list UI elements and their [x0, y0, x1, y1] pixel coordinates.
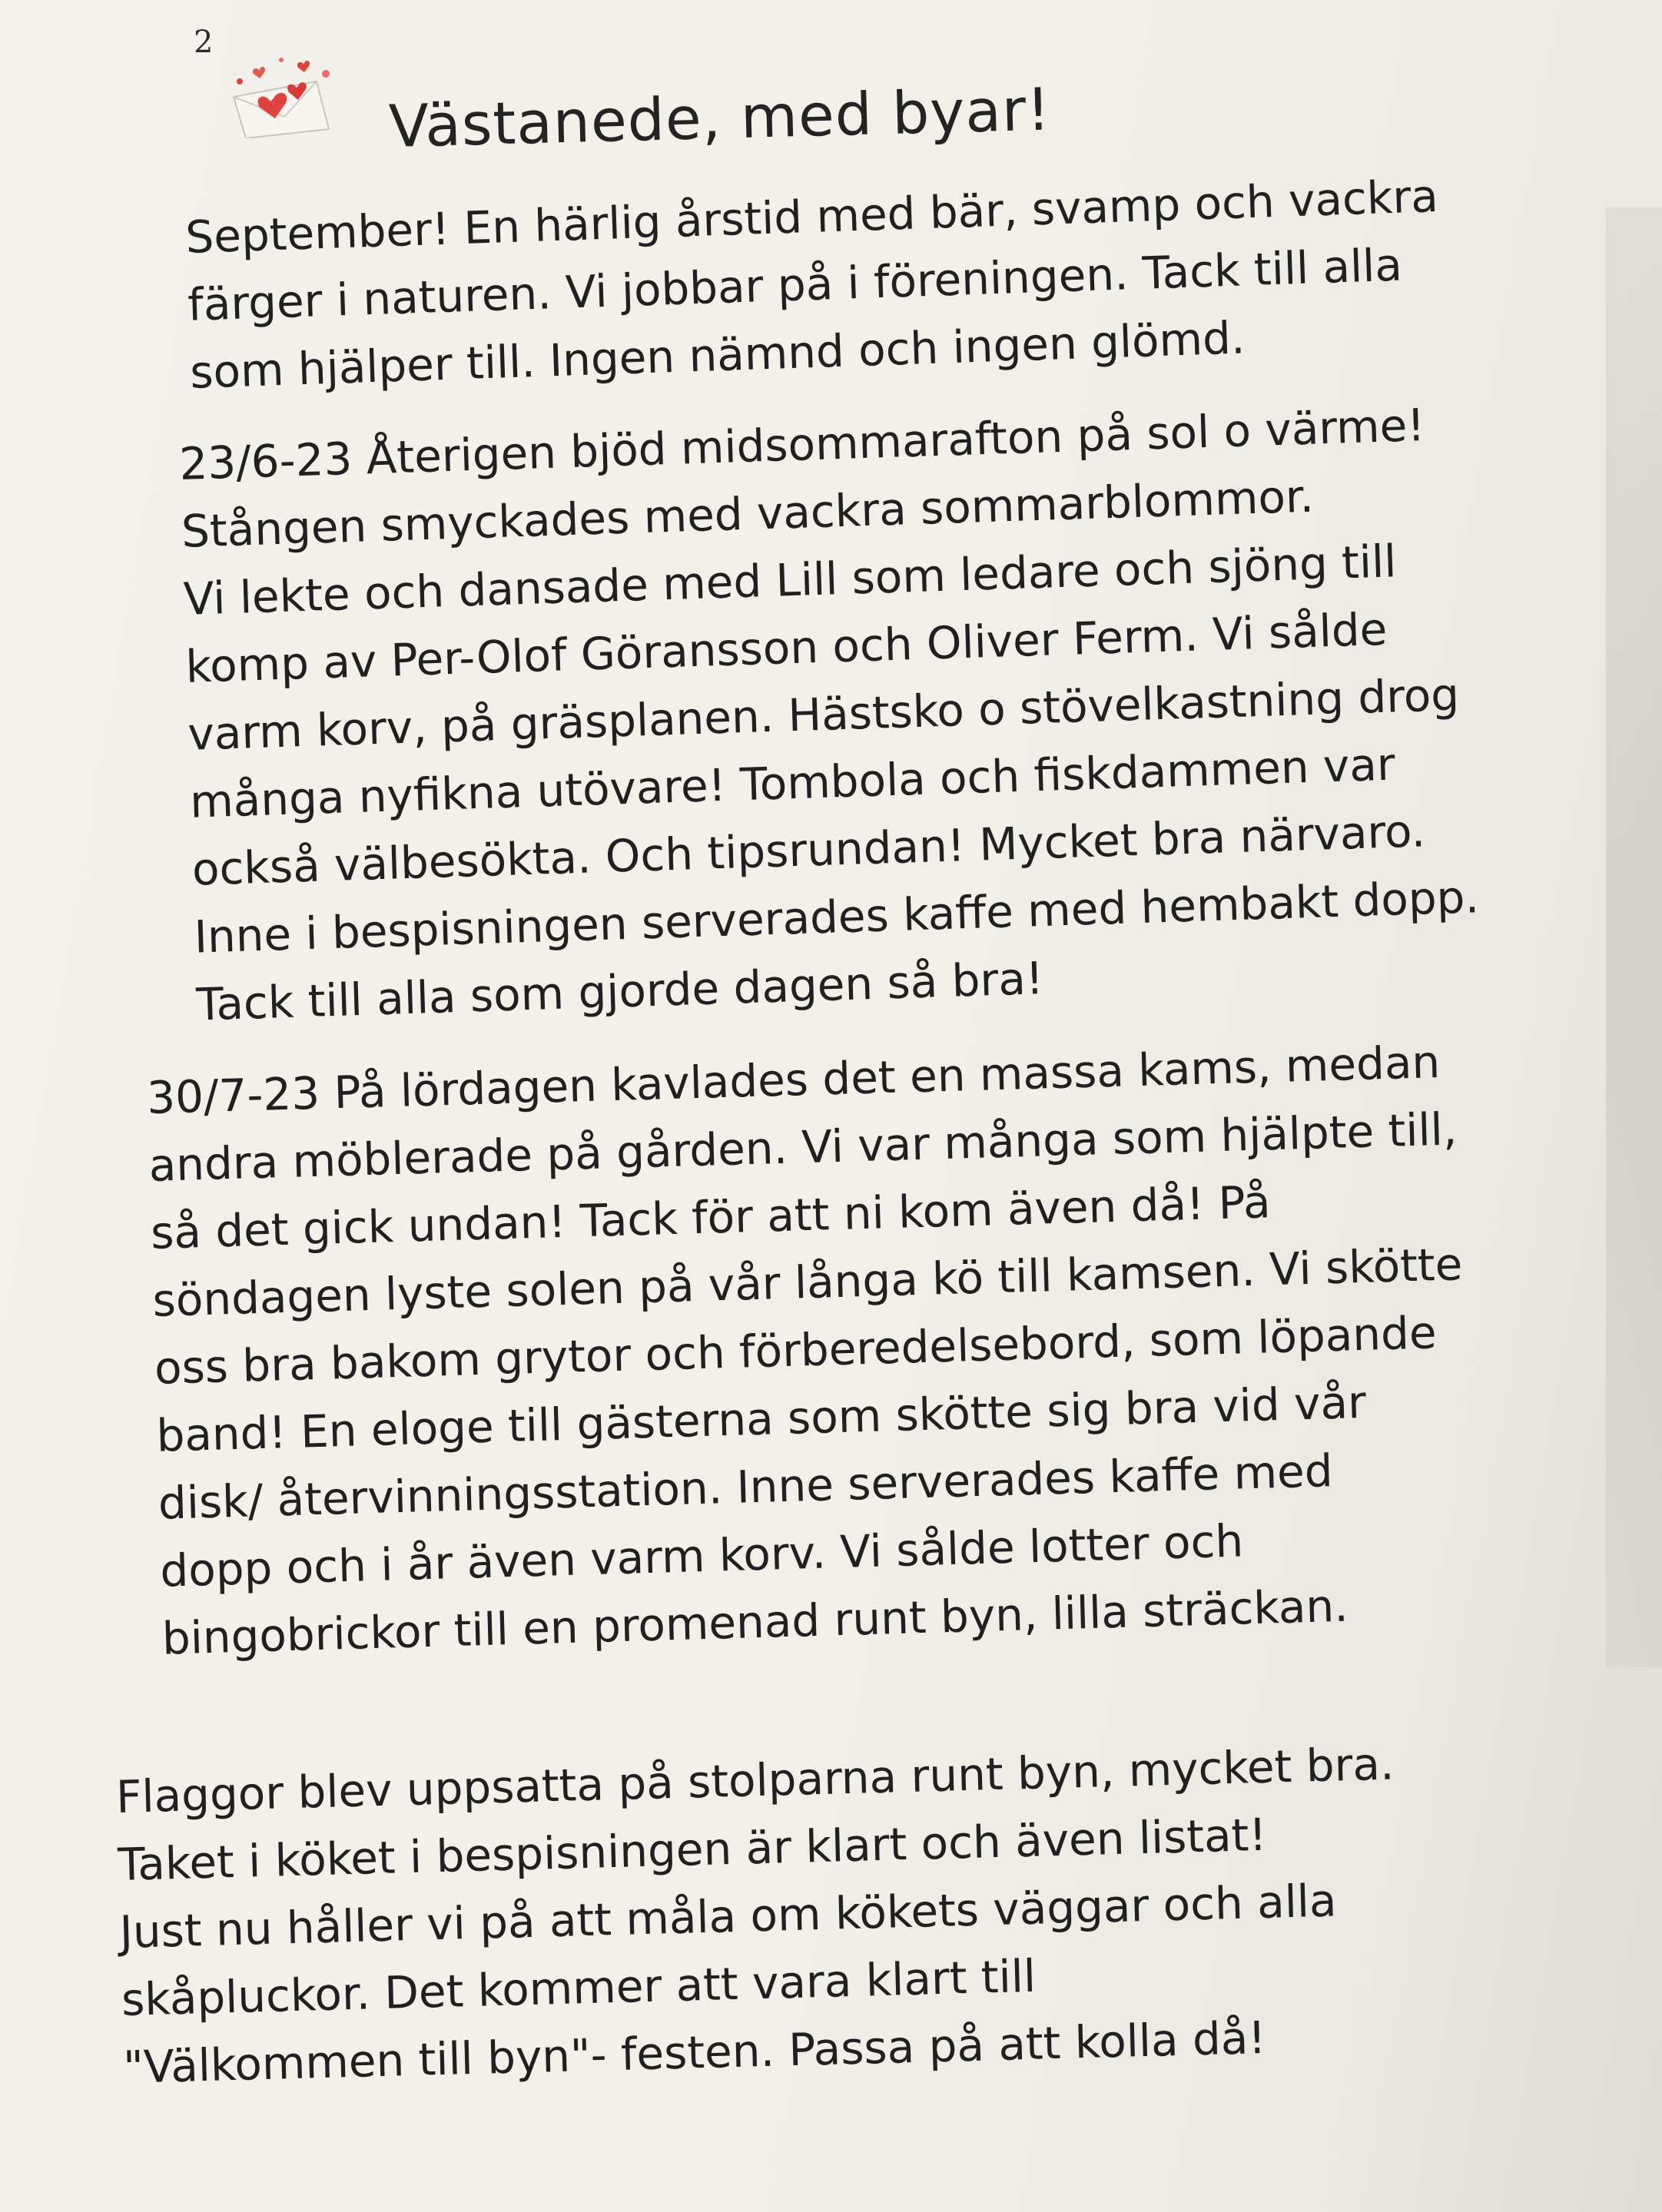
page-number: 2	[194, 25, 214, 60]
paragraph-flaggor: Flaggor blev uppsatta på stolparna runt byn, mycket bra. Taket i köket i bespisningen är klart och även listat! Just nu håller vi på att måla om kökets väggar och alla skåpluckor. Det kommer att vara klart till "Välkommen till byn"- festen. Passa på att kolla då!	[115, 1737, 1395, 2094]
show-through-shadow	[1606, 207, 1662, 1667]
envelope-with-hearts-icon	[224, 54, 347, 138]
paragraph-september: September! En härlig årstid med bär, svamp och vackra färger i naturen. Vi jobbar på i föreningen. Tack till alla som hjälper till. Ingen nämnd och ingen glömd.	[184, 169, 1439, 399]
page-title: Västanede, med byar!	[388, 75, 1052, 161]
paragraph-kams: 30/7-23 På lördagen kavlades det en massa kams, medan andra möblerade på gården. Vi var många som hjälpte till, så det gick undan! Tack för att ni kom även då! På söndagen lyste solen på vår långa kö till kamsen. Vi skötte oss bra bakom grytor och förberedelsebord, som löpande band! En eloge till gästerna som skötte sig bra vid vår disk/ återvinningsstation. Inne serverades kaffe med dopp och i år även varm korv. Vi sålde lotter och bingobrickor till en promenad runt byn, lilla sträckan.	[146, 1035, 1464, 1665]
paragraph-midsommar: 23/6-23 Återigen bjöd midsommarafton på sol o värme! Stången smyckades med vackra sommarblommor. Vi lekte och dansade med Lill som ledare och sjöng till komp av Per-Olof Göransson och Oliver Ferm. Vi sålde varm korv, på gräsplanen. Hästsko o stövelkastning drog många nyfikna utövare! Tombola och fiskdammen var också välbesökta. Och tipsrundan! Mycket bra närvaro. Inne i bespisningen serverades kaffe med hembakt dopp. Tack till alla som gjorde dagen så bra!	[178, 399, 1480, 1031]
